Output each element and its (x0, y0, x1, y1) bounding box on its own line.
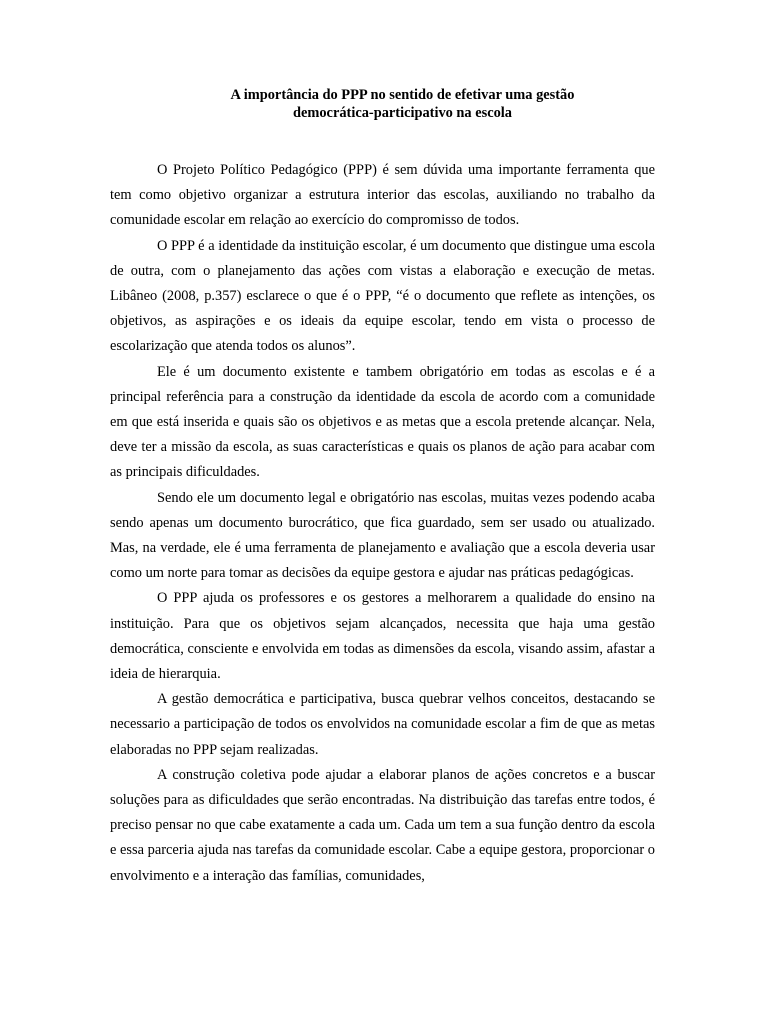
document-title (110, 86, 655, 122)
paragraph-2: O PPP é a identidade da instituição escolar, é um documento que distingue uma escola de outra, com o planejamento das ações com vistas a elaboração e execução de metas. Libâneo (2008, p.357) esclarece o que é o PPP, “é o documento que reflete as intenções, os objetivos, as aspirações e os ideais da equipe escolar, tendo em vista o processo de escolarização que atenda todos os alunos”. (110, 237, 655, 355)
document-title-line-1: A importância do PPP no sentido de efetivar uma gestão (230, 87, 575, 103)
document-page (110, 86, 655, 889)
paragraph-7: A construção coletiva pode ajudar a elaborar planos de ações concretos e a buscar soluções para as dificuldades que serão encontradas. Na distribuição das tarefas entre todos, é preciso pensar no que cabe exatamente a cada um. Cada um tem a sua função dentro da escola e essa parceria ajuda nas tarefas da comunidade escolar. Cabe a equipe gestora, proporcionar o envolvimento e a interação das famílias, comunidades, (110, 766, 655, 884)
paragraph-3: Ele é um documento existente e tambem obrigatório em todas as escolas e é a principal referência para a construção da identidade da escola de acordo com a comunidade em que está inserida e quais são os objetivos e as metas que a escola pretende alcançar. Nela, deve ter a missão da escola, as suas características e quais os planos de ação para acabar com as principais dificuldades. (110, 363, 655, 481)
document-title-line-2: democrática-participativo na escola (292, 105, 512, 121)
paragraph-5: O PPP ajuda os professores e os gestores a melhorarem a qualidade do ensino na instituição. Para que os objetivos sejam alcançados, necessita que haja uma gestão democrática, consciente e envolvida em todas as dimensões da escola, visando assim, afastar a ideia de hierarquia. (110, 590, 655, 683)
paragraph-6: A gestão democrática e participativa, busca quebrar velhos conceitos, destacando se necessario a participação de todos os envolvidos na comunidade escolar a fim de que as metas elaboradas no PPP sejam realizadas. (110, 691, 655, 758)
paragraph-4: Sendo ele um documento legal e obrigatório nas escolas, muitas vezes podendo acaba sendo apenas um documento burocrático, que fica guardado, sem ser usado ou atualizado. Mas, na verdade, ele é uma ferramenta de planejamento e avaliação que a escola deveria usar como um norte para tomar as decisões da equipe gestora e ajudar nas práticas pedagógicas. (110, 489, 655, 582)
paragraph-1: O Projeto Político Pedagógico (PPP) é sem dúvida uma importante ferramenta que tem como objetivo organizar a estrutura interior das escolas, auxiliando no trabalho da comunidade escolar em relação ao exercício do compromisso de todos. (110, 162, 655, 229)
document-body (110, 158, 655, 889)
